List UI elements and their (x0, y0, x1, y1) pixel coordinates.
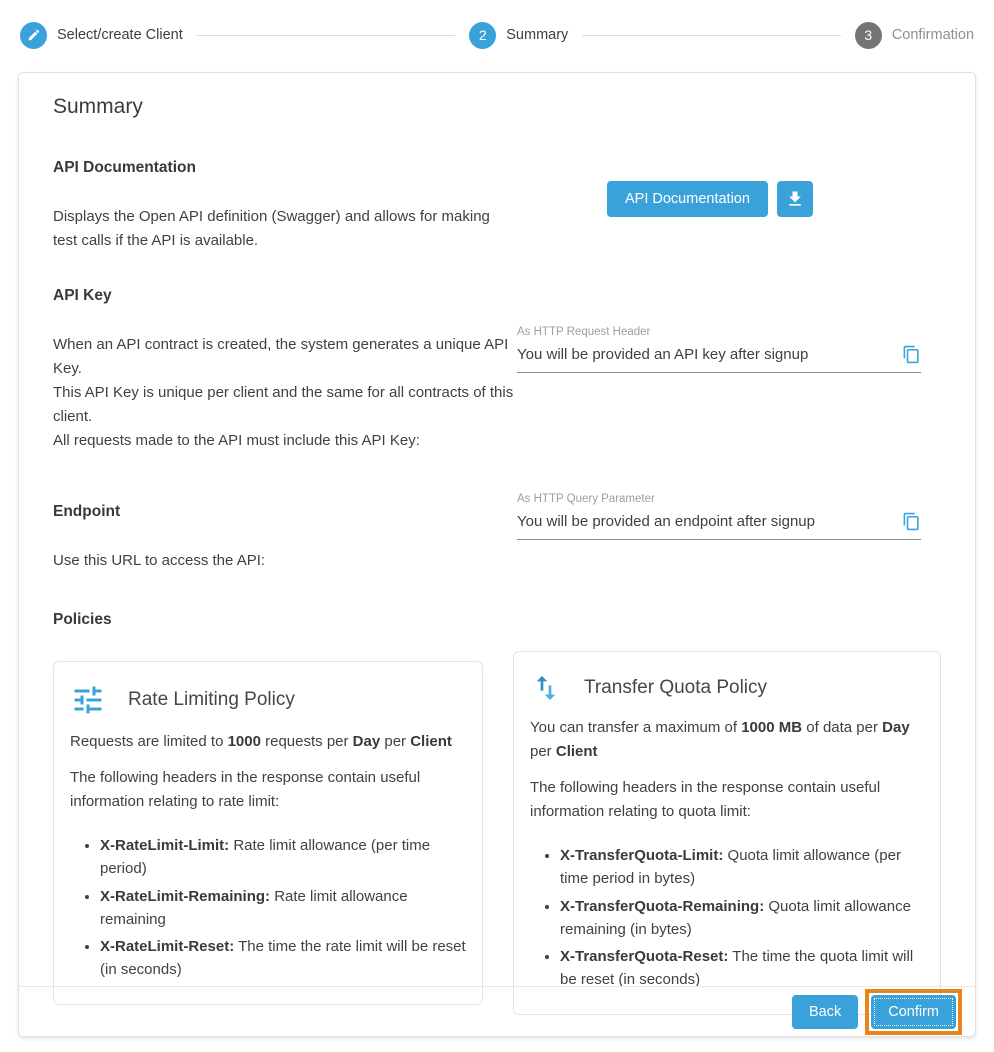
api-documentation-description: Displays the Open API definition (Swagger) and allows for making test calls if the API is available. (53, 208, 490, 249)
wizard-footer (19, 986, 975, 1036)
api-key-field (517, 326, 921, 373)
api-key-field-value: You will be provided an API key after signup (517, 346, 809, 363)
step-connector (582, 35, 841, 36)
policies-heading: Policies (53, 611, 112, 628)
api-documentation-button[interactable]: API Documentation (607, 181, 768, 217)
step-number-badge: 3 (855, 22, 882, 49)
api-documentation-section (53, 159, 941, 254)
step-connector (197, 35, 456, 36)
list-item: • X-TransferQuota-Remaining: Quota limit allowance remaining (in bytes) (560, 895, 924, 942)
quota-policy-headers-intro: The following headers in the response contain useful information relating to quota limit: (530, 779, 881, 820)
list-item: • X-TransferQuota-Reset: The time the quota limit will be reset (in seconds) (560, 945, 924, 992)
copy-icon (902, 344, 921, 365)
wizard-stepper (0, 0, 994, 70)
list-item: • X-TransferQuota-Limit: Quota limit allowance (per time period in bytes) (560, 844, 924, 891)
endpoint-field-value: You will be provided an endpoint after signup (517, 513, 815, 530)
api-documentation-heading: API Documentation (53, 159, 196, 176)
step-confirmation[interactable] (855, 22, 974, 49)
quota-policy-title: Transfer Quota Policy (584, 677, 768, 698)
endpoint-heading: Endpoint (53, 503, 121, 520)
transfer-arrows-icon (530, 672, 562, 704)
rate-policy-header-list (70, 834, 466, 982)
list-item: • X-RateLimit-Remaining: Rate limit allowance remaining (100, 885, 466, 932)
rate-policy-title: Rate Limiting Policy (128, 689, 295, 710)
rate-limiting-policy-card (53, 661, 483, 1005)
pencil-icon (20, 22, 47, 49)
step-select-create-client[interactable] (20, 22, 183, 49)
policy-cards-row (53, 651, 941, 1015)
confirm-highlight-annotation (865, 989, 962, 1035)
copy-api-key-button[interactable] (902, 344, 921, 365)
page-title: Summary (53, 95, 143, 118)
download-button[interactable] (777, 181, 813, 217)
api-key-heading: API Key (53, 287, 112, 304)
step-summary[interactable] (469, 22, 568, 49)
confirm-button[interactable]: Confirm (871, 995, 956, 1029)
sliders-icon (70, 682, 106, 718)
rate-policy-summary: Requests are limited to 1000 requests per Day per Client (70, 733, 452, 750)
api-key-description: When an API contract is created, the system generates a unique API Key. This API Key is unique per client and the same for all contracts of this client. All requests made to the API must include this API Key: (53, 336, 514, 449)
rate-policy-headers-intro: The following headers in the response contain useful information relating to rate limit: (70, 769, 421, 810)
step-label: Confirmation (891, 27, 975, 43)
step-label: Select/create Client (57, 27, 183, 43)
api-key-field-label: As HTTP Request Header (517, 326, 651, 338)
endpoint-section (53, 493, 941, 578)
copy-endpoint-button[interactable] (902, 511, 921, 532)
summary-card (18, 72, 976, 1037)
copy-icon (902, 511, 921, 532)
list-item: • X-RateLimit-Reset: The time the rate limit will be reset (in seconds) (100, 935, 466, 982)
endpoint-field-label: As HTTP Query Parameter (517, 493, 655, 505)
quota-policy-header-list (530, 844, 924, 992)
step-label: Summary (506, 27, 569, 43)
back-button[interactable]: Back (792, 995, 858, 1029)
api-key-section (53, 287, 941, 453)
step-number-badge: 2 (469, 22, 496, 49)
quota-policy-summary: You can transfer a maximum of 1000 MB of data per Day per Client (530, 719, 910, 760)
transfer-quota-policy-card (513, 651, 941, 1015)
endpoint-description: Use this URL to access the API: (53, 552, 266, 569)
endpoint-field (517, 493, 921, 540)
list-item: • X-RateLimit-Limit: Rate limit allowance (per time period) (100, 834, 466, 881)
download-icon (785, 189, 805, 209)
